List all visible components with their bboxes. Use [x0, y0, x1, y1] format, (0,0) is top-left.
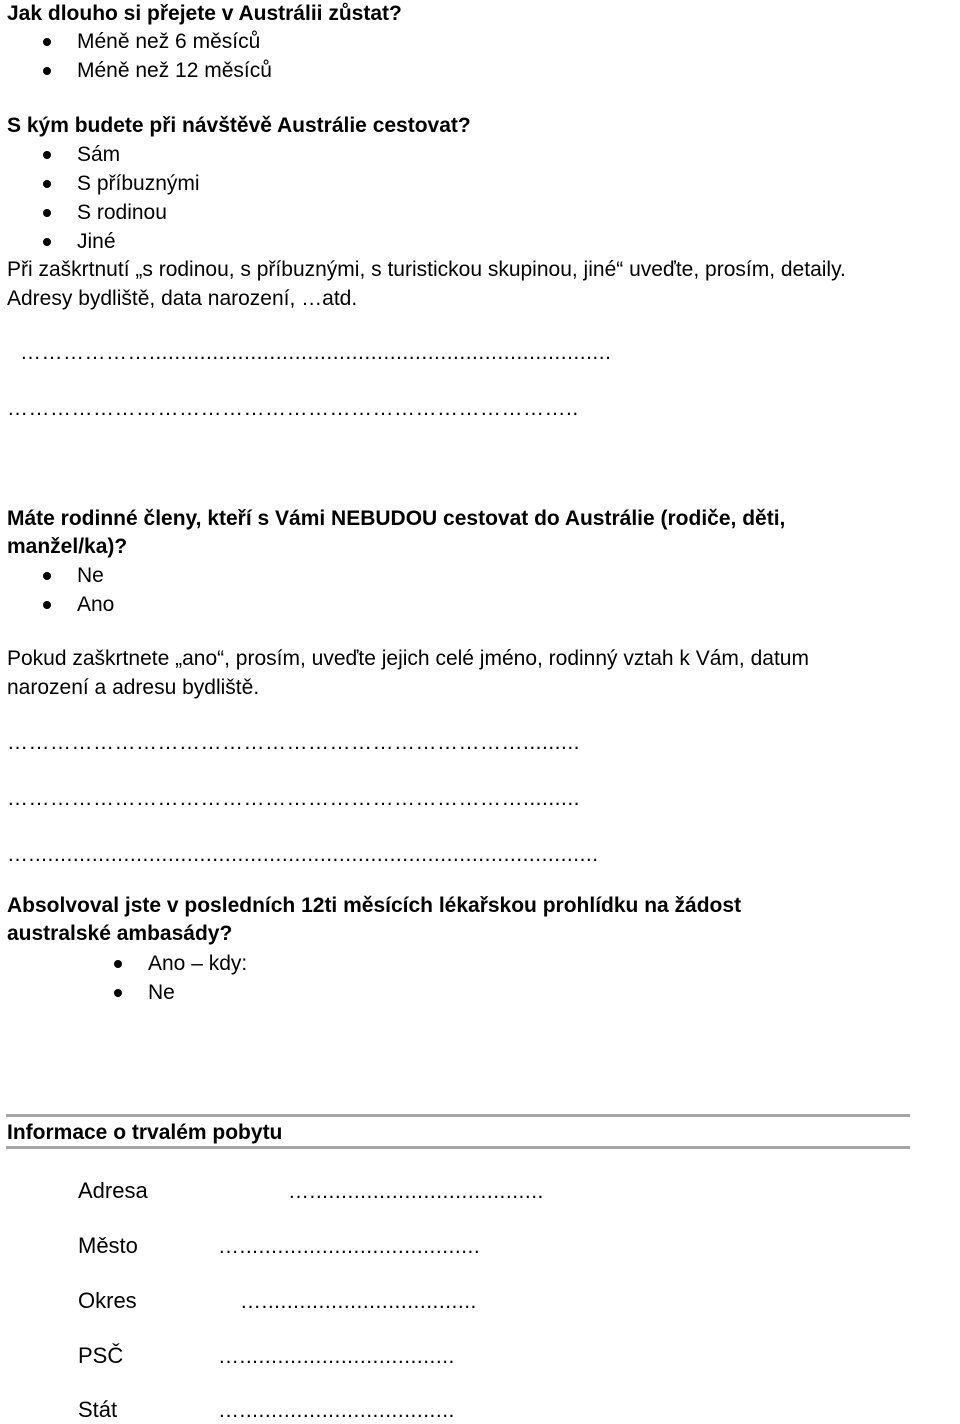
option-label: Méně než 12 měsíců [77, 59, 272, 82]
bullet-icon [43, 601, 51, 609]
option-label: Méně než 6 měsíců [77, 30, 261, 53]
option-label: Jiné [77, 230, 116, 253]
option-label: Sám [77, 143, 121, 166]
postal-code-field[interactable]: ….................................. [218, 1345, 455, 1368]
bullet-icon [114, 989, 122, 997]
country-label: Stát [78, 1397, 118, 1422]
bullet-icon [43, 180, 51, 188]
option-label: Ano [77, 593, 115, 616]
option-medical-no[interactable] [148, 978, 175, 1007]
address-label: Adresa [78, 1178, 148, 1203]
section-divider-bottom [6, 1146, 910, 1149]
bullet-icon [43, 38, 51, 46]
question-family-members-line2: manžel/ka)? [7, 535, 128, 558]
question-travel-companion: S kým budete při návštěvě Austrálie cestovat? [7, 114, 471, 137]
family-note-line1: Pokud zaškrtnete „ano“, prosím, uveďte jejich celé jméno, rodinný vztah k Vám, datum [7, 647, 809, 670]
option-family-no[interactable] [77, 561, 104, 590]
question-family-members-line1: Máte rodinné členy, kteří s Vámi NEBUDOU cestovat do Austrálie (rodiče, děti, [7, 507, 786, 530]
section-divider-top [6, 1114, 910, 1117]
bullet-icon [43, 238, 51, 246]
district-field[interactable]: ….................................. [240, 1290, 477, 1313]
address-field[interactable]: …..................................... [288, 1180, 544, 1203]
question-stay-duration: Jak dlouho si přejete v Austrálii zůstat? [7, 2, 402, 25]
option-label: Ano – kdy: [148, 952, 248, 975]
district-label: Okres [78, 1288, 137, 1313]
family-fill-line-1[interactable]: ………………………………………………………………......... [7, 731, 581, 754]
bullet-icon [114, 960, 122, 968]
city-field[interactable]: …...................................... [218, 1235, 481, 1258]
city-label: Město [78, 1233, 138, 1258]
option-other[interactable] [77, 227, 116, 256]
bullet-icon [43, 209, 51, 217]
family-note-line2: narození a adresu bydliště. [7, 676, 260, 699]
option-relatives[interactable] [77, 169, 200, 198]
family-fill-line-3[interactable]: ….......................................................................................... [7, 843, 599, 866]
option-alone[interactable] [77, 140, 120, 169]
companion-fill-line-2[interactable]: …………………………………………………………………….. [7, 397, 579, 420]
companion-note-line2: Adresy bydliště, data narození, …atd. [7, 287, 358, 310]
option-label: Ne [148, 981, 175, 1004]
option-less-6-months[interactable] [77, 27, 260, 56]
companion-fill-line-1[interactable]: ………………......................................................................... [20, 341, 612, 364]
bullet-icon [43, 151, 51, 159]
bullet-icon [43, 67, 51, 75]
family-fill-line-2[interactable]: ………………………………………………………………......... [7, 787, 581, 810]
bullet-icon [43, 572, 51, 580]
option-label: Ne [77, 564, 104, 587]
option-family-yes[interactable] [77, 590, 114, 619]
option-label: S příbuznými [77, 172, 200, 195]
option-less-12-months[interactable] [77, 56, 272, 85]
companion-note-line1: Při zaškrtnutí „s rodinou, s příbuznými, s turistickou skupinou, jiné“ uveďte, prosím, detaily. [7, 258, 846, 281]
country-field[interactable]: ….................................. [218, 1399, 455, 1422]
question-medical-exam-line2: australské ambasády? [7, 922, 233, 945]
option-family[interactable] [77, 198, 167, 227]
option-label: S rodinou [77, 201, 167, 224]
question-medical-exam-line1: Absolvoval jste v posledních 12ti měsících lékařskou prohlídku na žádost [7, 894, 742, 917]
residence-heading: Informace o trvalém pobytu [7, 1121, 283, 1144]
postal-code-label: PSČ [78, 1343, 124, 1368]
option-medical-yes[interactable] [148, 949, 247, 978]
